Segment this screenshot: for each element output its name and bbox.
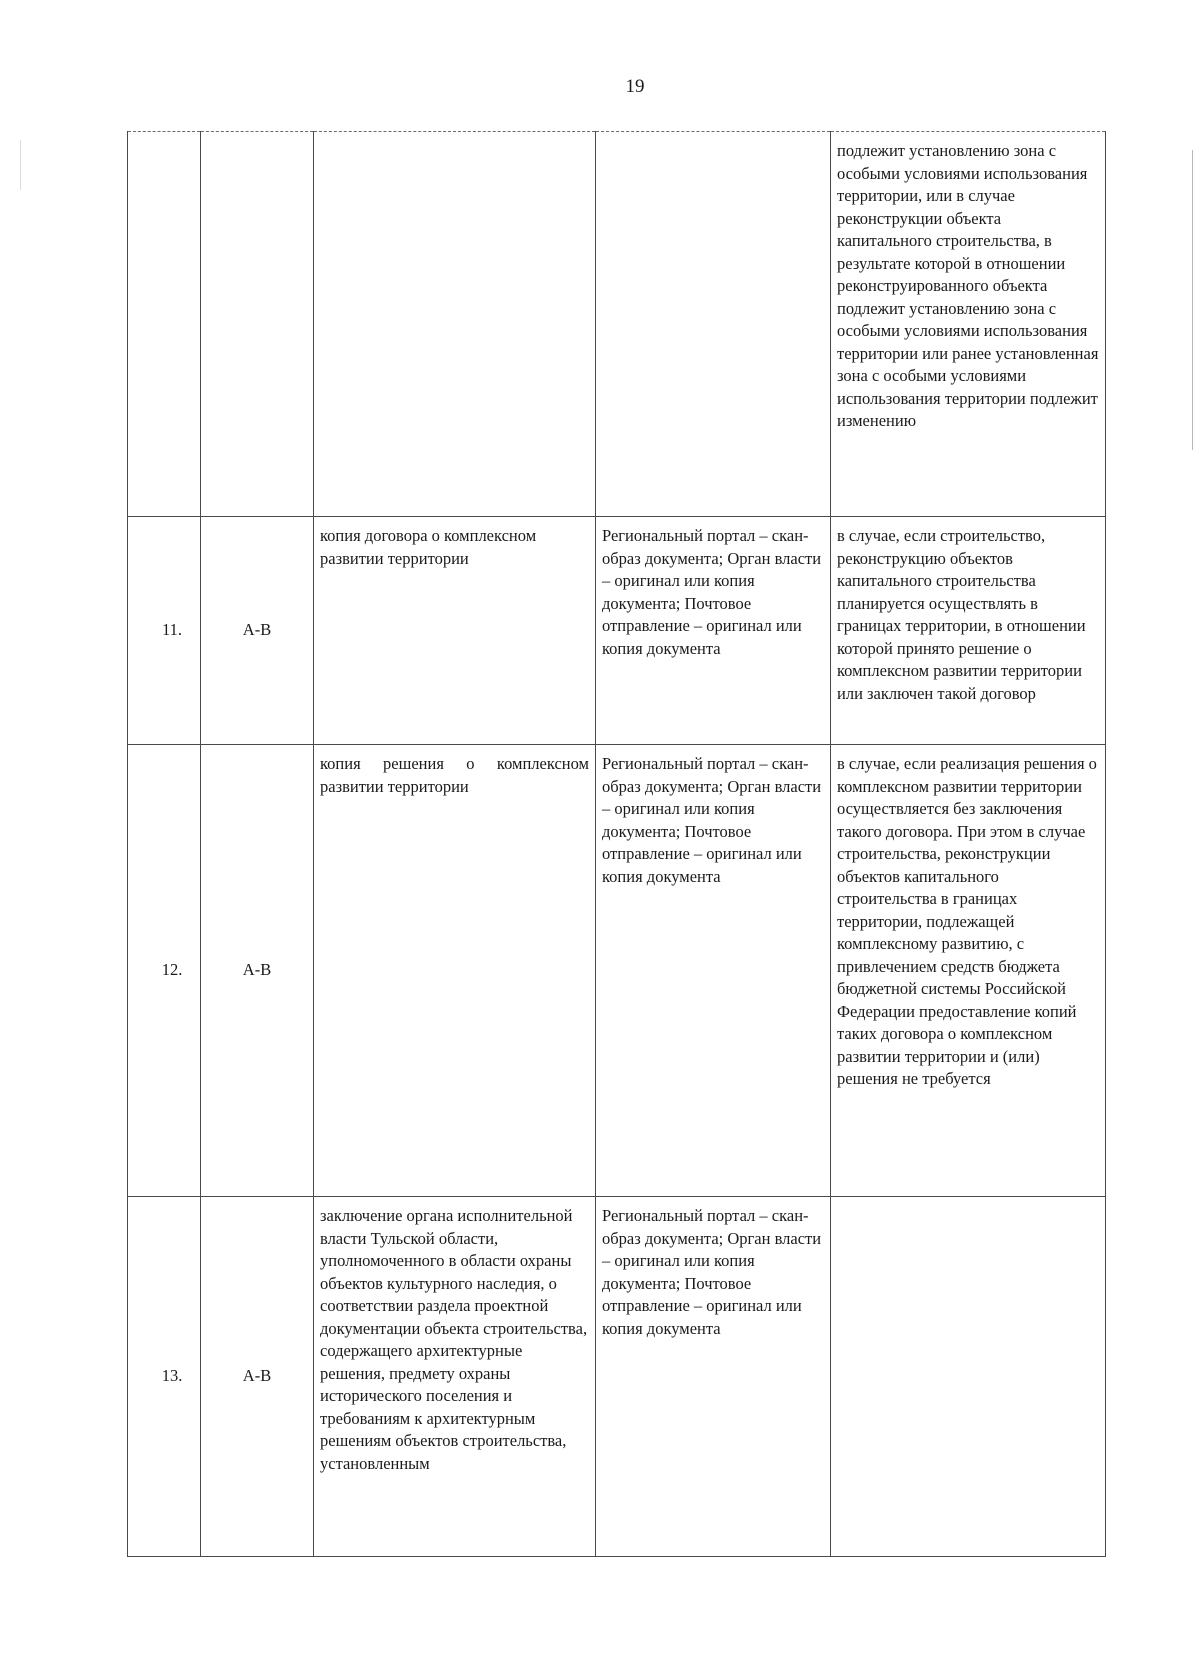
table-row <box>128 745 1106 1197</box>
condition-text: подлежит установлению зона с особыми условиями использования территории, или в случае реконструкции объекта капитального строительства, в результате которой в отношении реконструированного объекта подлежит установлению зона с особыми условиями использования территории или ранее установленная зона с особыми условиями использования территории подлежит изменению <box>837 141 1099 430</box>
row-code: А-В <box>242 620 272 640</box>
table-row <box>128 132 1106 517</box>
scan-edge-mark <box>20 140 21 190</box>
table-row <box>128 517 1106 745</box>
condition-text: в случае, если строительство, реконструкцию объектов капитального строительства планируется осуществлять в границах территории, в отношении которой принято решение о комплексном развитии территории или заключен такой договор <box>837 526 1086 703</box>
condition-text: в случае, если реализация решения о комплексном развитии территории осуществляется без заключения такого договора. При этом в случае строительства, реконструкции объектов капитального строительства в границах территории, подлежащей комплексному развитию, с привлечением средств бюджета бюджетной системы Российской Федерации предоставление копий таких договора о комплексном развитии территории и (или) решения не требуется <box>837 754 1097 1088</box>
document-text: копия договора о комплексном развитии территории <box>320 526 537 568</box>
row-code-cell <box>201 517 314 745</box>
document-text: копия решения о комплексном развитии территории <box>320 754 589 796</box>
method-text: Региональный портал – скан-образ документа; Орган власти – оригинал или копия документа; Почтовое отправление – оригинал или копия документа <box>602 1206 822 1338</box>
document-text: заключение органа исполнительной власти Тульской области, уполномоченного в области охраны объектов культурного наследия, о соответствии раздела проектной документации объекта строительства, содержащего архитектурные решения, предмету охраны исторического поселения и требованиям к архитектурным решениям объектов строительства, установленным <box>320 1206 588 1473</box>
row-code: А-В <box>242 960 272 980</box>
condition-cell <box>831 517 1106 745</box>
document-cell <box>314 745 596 1197</box>
method-cell <box>596 1197 831 1557</box>
row-number-cell <box>128 1197 201 1557</box>
row-number-cell <box>128 517 201 745</box>
row-number-cell <box>128 132 201 517</box>
row-number: 13. <box>161 1366 183 1386</box>
condition-cell <box>831 745 1106 1197</box>
table-row <box>128 1197 1106 1557</box>
method-text: Региональный портал – скан-образ документа; Орган власти – оригинал или копия документа; Почтовое отправление – оригинал или копия документа <box>602 754 822 886</box>
row-code-cell <box>201 1197 314 1557</box>
condition-cell <box>831 132 1106 517</box>
document-cell <box>314 1197 596 1557</box>
page-number: 19 <box>625 76 645 97</box>
row-code: А-В <box>242 1366 272 1386</box>
scan-edge-mark <box>1192 150 1193 450</box>
method-cell <box>596 745 831 1197</box>
document-cell <box>314 132 596 517</box>
method-text: Региональный портал – скан-образ документа; Орган власти – оригинал или копия документа; Почтовое отправление – оригинал или копия документа <box>602 526 822 658</box>
document-cell <box>314 517 596 745</box>
condition-cell <box>831 1197 1106 1557</box>
row-code-cell <box>201 745 314 1197</box>
row-number: 12. <box>161 960 183 980</box>
method-cell <box>596 517 831 745</box>
method-cell <box>596 132 831 517</box>
requirements-table <box>127 131 1106 1557</box>
row-code-cell <box>201 132 314 517</box>
row-number: 11. <box>161 620 182 640</box>
row-number-cell <box>128 745 201 1197</box>
